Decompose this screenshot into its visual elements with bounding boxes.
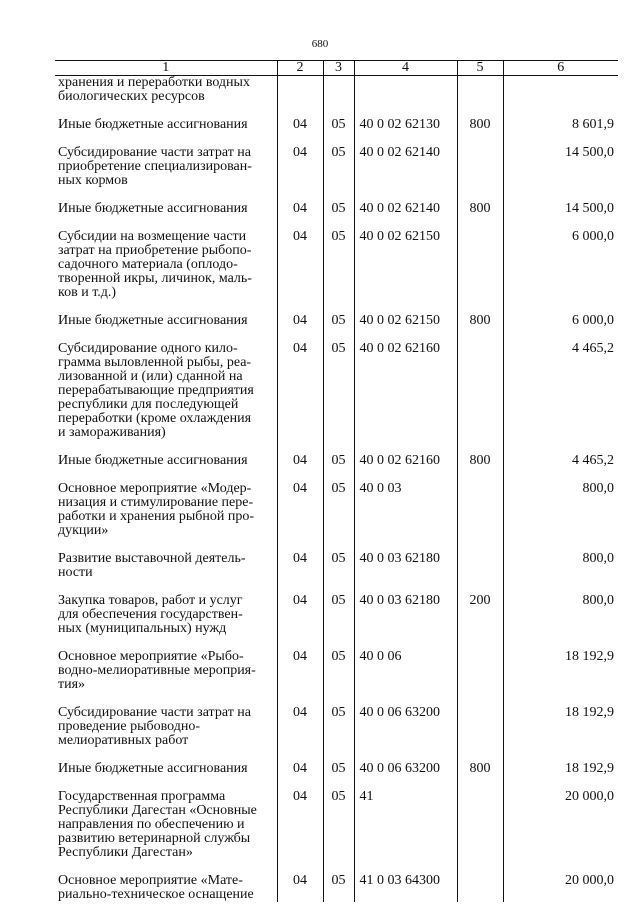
table-row <box>55 706 618 762</box>
section-code-cell: 04 <box>277 594 323 650</box>
subsection-code-cell: 05 <box>323 706 354 762</box>
item-name-cell: Иные бюджетные ассигнования <box>55 118 277 146</box>
expense-type-code-cell: 800 <box>457 314 503 342</box>
table-header-row <box>55 61 618 76</box>
item-name-cell: хранения и переработки водных биологических ресурсов <box>55 76 277 119</box>
target-article-code-cell: 40 0 02 62150 <box>354 314 457 342</box>
expense-type-code-cell <box>457 230 503 314</box>
section-code-cell: 04 <box>277 482 323 552</box>
target-article-code-cell <box>354 76 457 119</box>
expense-type-code-cell <box>457 342 503 454</box>
item-name-cell: Иные бюджетные ассигнования <box>55 454 277 482</box>
column-header: 5 <box>457 61 503 76</box>
section-code-cell: 04 <box>277 202 323 230</box>
target-article-code-cell: 40 0 03 <box>354 482 457 552</box>
column-header: 2 <box>277 61 323 76</box>
amount-cell: 4 465,2 <box>503 454 618 482</box>
amount-cell: 800,0 <box>503 552 618 594</box>
subsection-code-cell: 05 <box>323 762 354 790</box>
page-number: 680 <box>311 38 329 50</box>
target-article-code-cell: 40 0 06 63200 <box>354 706 457 762</box>
column-header: 6 <box>503 61 618 76</box>
section-code-cell: 04 <box>277 706 323 762</box>
target-article-code-cell: 40 0 02 62160 <box>354 454 457 482</box>
subsection-code-cell: 05 <box>323 790 354 874</box>
subsection-code-cell: 05 <box>323 482 354 552</box>
amount-cell: 800,0 <box>503 482 618 552</box>
section-code-cell: 04 <box>277 650 323 706</box>
section-code-cell: 04 <box>277 874 323 902</box>
section-code-cell: 04 <box>277 454 323 482</box>
expense-type-code-cell <box>457 482 503 552</box>
expense-type-code-cell <box>457 146 503 202</box>
section-code-cell: 04 <box>277 314 323 342</box>
amount-cell: 6 000,0 <box>503 314 618 342</box>
expense-type-code-cell <box>457 650 503 706</box>
amount-cell: 8 601,9 <box>503 118 618 146</box>
target-article-code-cell: 40 0 02 62140 <box>354 202 457 230</box>
table-row <box>55 594 618 650</box>
subsection-code-cell: 05 <box>323 118 354 146</box>
amount-cell: 6 000,0 <box>503 230 618 314</box>
amount-cell: 18 192,9 <box>503 650 618 706</box>
target-article-code-cell: 40 0 03 62180 <box>354 552 457 594</box>
amount-cell: 20 000,0 <box>503 790 618 874</box>
subsection-code-cell: 05 <box>323 146 354 202</box>
amount-cell: 14 500,0 <box>503 146 618 202</box>
target-article-code-cell: 41 <box>354 790 457 874</box>
item-name-cell: Иные бюджетные ассигнования <box>55 202 277 230</box>
table-row <box>55 230 618 314</box>
table-row <box>55 762 618 790</box>
expense-type-code-cell <box>457 706 503 762</box>
table-row <box>55 874 618 902</box>
budget-table <box>55 60 618 902</box>
subsection-code-cell <box>323 76 354 119</box>
subsection-code-cell: 05 <box>323 552 354 594</box>
amount-cell: 14 500,0 <box>503 202 618 230</box>
expense-type-code-cell: 800 <box>457 118 503 146</box>
target-article-code-cell: 40 0 02 62130 <box>354 118 457 146</box>
target-article-code-cell: 40 0 03 62180 <box>354 594 457 650</box>
amount-cell: 20 000,0 <box>503 874 618 902</box>
table-row <box>55 482 618 552</box>
expense-type-code-cell: 800 <box>457 762 503 790</box>
subsection-code-cell: 05 <box>323 342 354 454</box>
table-row <box>55 790 618 874</box>
target-article-code-cell: 40 0 06 63200 <box>354 762 457 790</box>
table-row <box>55 342 618 454</box>
amount-cell: 800,0 <box>503 594 618 650</box>
amount-cell <box>503 76 618 119</box>
table-row <box>55 454 618 482</box>
item-name-cell: Иные бюджетные ассигнования <box>55 314 277 342</box>
item-name-cell: Основное мероприятие «Рыбо- водно-мелиоративные мероприя- тия» <box>55 650 277 706</box>
table-row <box>55 314 618 342</box>
column-header: 4 <box>354 61 457 76</box>
section-code-cell: 04 <box>277 552 323 594</box>
expense-type-code-cell <box>457 874 503 902</box>
item-name-cell: Основное мероприятие «Модер- низация и стимулирование пере- работки и хранения рыбной про- дукции» <box>55 482 277 552</box>
table-row <box>55 118 618 146</box>
expense-type-code-cell <box>457 552 503 594</box>
expense-type-code-cell <box>457 76 503 119</box>
amount-cell: 18 192,9 <box>503 762 618 790</box>
subsection-code-cell: 05 <box>323 594 354 650</box>
subsection-code-cell: 05 <box>323 454 354 482</box>
column-header: 1 <box>55 61 277 76</box>
item-name-cell: Закупка товаров, работ и услуг для обеспечения государствен- ных (муниципальных) нужд <box>55 594 277 650</box>
target-article-code-cell: 40 0 06 <box>354 650 457 706</box>
item-name-cell: Субсидирование части затрат на проведение рыбоводно- мелиоративных работ <box>55 706 277 762</box>
target-article-code-cell: 40 0 02 62160 <box>354 342 457 454</box>
subsection-code-cell: 05 <box>323 314 354 342</box>
target-article-code-cell: 41 0 03 64300 <box>354 874 457 902</box>
item-name-cell: Государственная программа Республики Дагестан «Основные направления по обеспечению и развитию ветеринарной службы Республики Дагестан» <box>55 790 277 874</box>
column-header: 3 <box>323 61 354 76</box>
amount-cell: 18 192,9 <box>503 706 618 762</box>
table-row <box>55 552 618 594</box>
section-code-cell: 04 <box>277 118 323 146</box>
table-row <box>55 202 618 230</box>
subsection-code-cell: 05 <box>323 650 354 706</box>
section-code-cell: 04 <box>277 790 323 874</box>
target-article-code-cell: 40 0 02 62140 <box>354 146 457 202</box>
table-row <box>55 146 618 202</box>
subsection-code-cell: 05 <box>323 874 354 902</box>
expense-type-code-cell <box>457 790 503 874</box>
item-name-cell: Основное мероприятие «Мате- риально-техническое оснащение <box>55 874 277 902</box>
section-code-cell: 04 <box>277 230 323 314</box>
table-row <box>55 76 618 119</box>
subsection-code-cell: 05 <box>323 230 354 314</box>
item-name-cell: Иные бюджетные ассигнования <box>55 762 277 790</box>
amount-cell: 4 465,2 <box>503 342 618 454</box>
expense-type-code-cell: 800 <box>457 454 503 482</box>
table-row <box>55 650 618 706</box>
subsection-code-cell: 05 <box>323 202 354 230</box>
item-name-cell: Развитие выставочной деятель- ности <box>55 552 277 594</box>
item-name-cell: Субсидии на возмещение части затрат на приобретение рыбопо- садочного материала (оплодо- творенной икры, личинок, маль- ков и т.д.) <box>55 230 277 314</box>
item-name-cell: Субсидирование части затрат на приобретение специализирован- ных кормов <box>55 146 277 202</box>
target-article-code-cell: 40 0 02 62150 <box>354 230 457 314</box>
section-code-cell: 04 <box>277 146 323 202</box>
expense-type-code-cell: 800 <box>457 202 503 230</box>
table-body <box>55 76 618 903</box>
item-name-cell: Субсидирование одного кило- грамма выловленной рыбы, реа- лизованной и (или) сданной на перерабатывающие предприятия республики для последующей переработки (кроме охлаждения и замораживания) <box>55 342 277 454</box>
expense-type-code-cell: 200 <box>457 594 503 650</box>
section-code-cell <box>277 76 323 119</box>
section-code-cell: 04 <box>277 342 323 454</box>
section-code-cell: 04 <box>277 762 323 790</box>
